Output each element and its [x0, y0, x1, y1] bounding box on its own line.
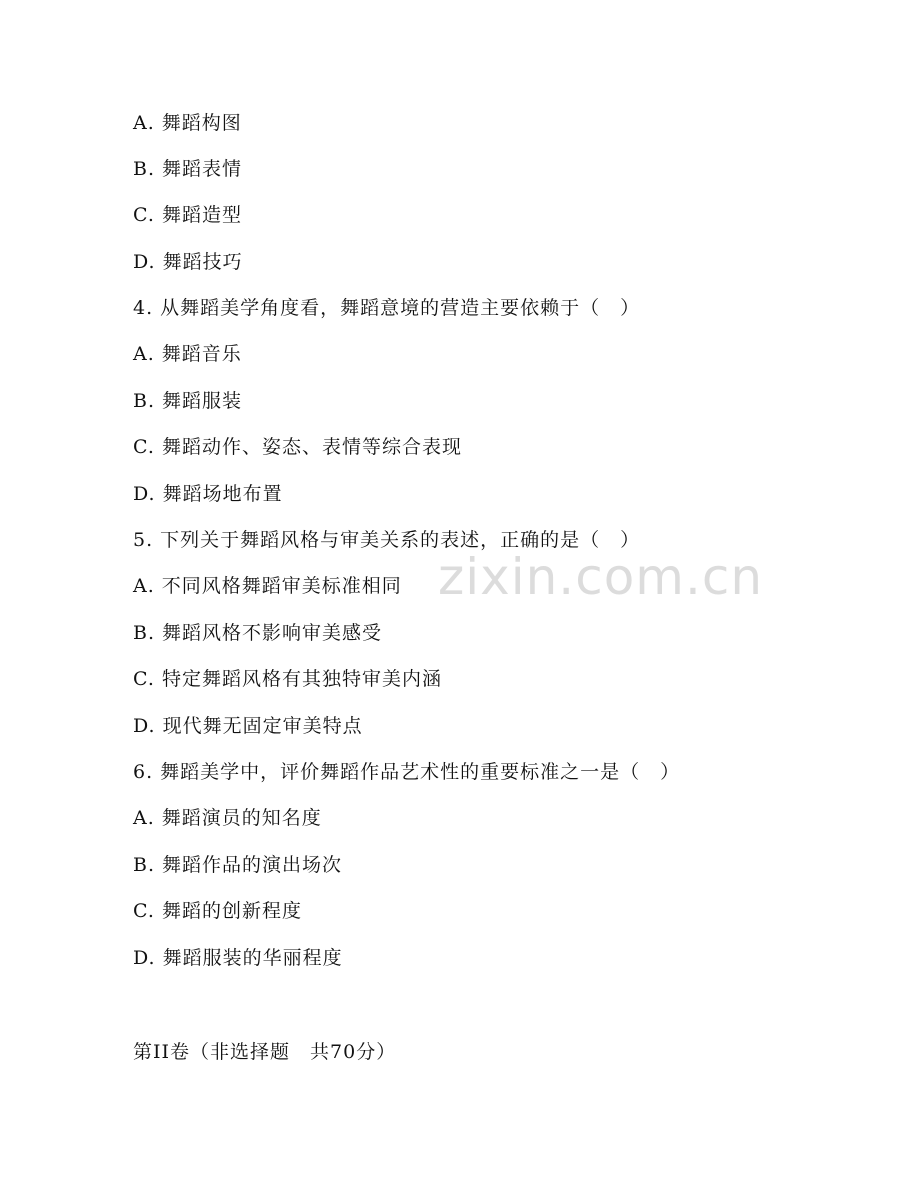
option-a-q6: A. 舞蹈演员的知名度	[133, 807, 322, 829]
option-c-q3: C. 舞蹈造型	[133, 204, 242, 226]
option-c-q6: C. 舞蹈的创新程度	[133, 900, 302, 922]
option-a-q5: A. 不同风格舞蹈审美标准相同	[133, 575, 402, 597]
question-6: 6. 舞蹈美学中，评价舞蹈作品艺术性的重要标准之一是（ ）	[133, 761, 681, 783]
option-a-q4: A. 舞蹈音乐	[133, 343, 242, 365]
question-5: 5. 下列关于舞蹈风格与审美关系的表述，正确的是（ ）	[133, 529, 641, 551]
option-b-q5: B. 舞蹈风格不影响审美感受	[133, 622, 383, 644]
option-b-q4: B. 舞蹈服装	[133, 390, 243, 412]
section-heading: 第II卷（非选择题 共70分）	[133, 1041, 397, 1063]
option-c-q4: C. 舞蹈动作、姿态、表情等综合表现	[133, 436, 462, 458]
option-d-q5: D. 现代舞无固定审美特点	[133, 715, 363, 737]
option-d-q3: D. 舞蹈技巧	[133, 251, 243, 273]
option-d-q6: D. 舞蹈服装的华丽程度	[133, 947, 343, 969]
option-c-q5: C. 特定舞蹈风格有其独特审美内涵	[133, 668, 442, 690]
question-4: 4. 从舞蹈美学角度看，舞蹈意境的营造主要依赖于（ ）	[133, 297, 641, 319]
option-b-q3: B. 舞蹈表情	[133, 158, 243, 180]
option-a-q3: A. 舞蹈构图	[133, 112, 242, 134]
option-d-q4: D. 舞蹈场地布置	[133, 483, 283, 505]
watermark: zixin.com.cn	[438, 548, 764, 606]
option-b-q6: B. 舞蹈作品的演出场次	[133, 854, 343, 876]
